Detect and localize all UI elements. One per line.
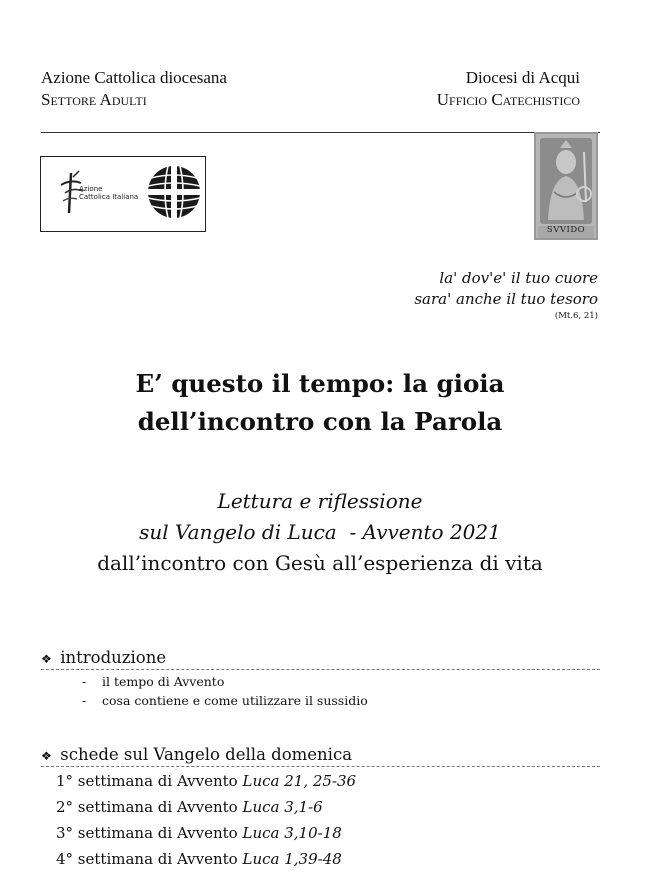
header-left — [41, 67, 227, 111]
title-line2: dell’incontro con la Parola — [137, 407, 503, 436]
section-divider — [41, 669, 600, 670]
week-row — [56, 794, 356, 820]
stone-relief-image — [534, 132, 598, 240]
page-title — [20, 365, 620, 441]
gospel-reference: Luca 3,1-6 — [242, 798, 323, 816]
title-line1: E’ questo il tempo: la gioia — [135, 369, 505, 398]
quote-line2: sara' anche il tuo tesoro — [414, 290, 598, 308]
section-schede-heading — [41, 745, 352, 766]
organization-sector: Settore Adulti — [41, 90, 147, 109]
section-divider — [41, 766, 600, 767]
section-introduzione-label: introduzione — [60, 648, 167, 667]
introduzione-list — [82, 672, 368, 710]
week-label: 3° settimana di Avvento — [56, 824, 238, 842]
header-right — [390, 67, 580, 111]
diamond-bullet-icon: ❖ — [41, 652, 52, 666]
subtitle — [20, 486, 620, 579]
organization-name: Azione Cattolica diocesana — [41, 68, 227, 87]
list-item-text: il tempo di Avvento — [102, 674, 225, 689]
section-schede-label: schede sul Vangelo della domenica — [60, 745, 353, 764]
globe-cross-icon — [145, 163, 203, 221]
plaque-inscription: SVVIDO — [546, 225, 586, 235]
week-label: 1° settimana di Avvento — [56, 772, 238, 790]
list-item: - cosa contiene e come utilizzare il sussidio — [82, 693, 368, 708]
diamond-bullet-icon: ❖ — [41, 749, 52, 763]
logo-text-line2: Cattolica Italiana — [79, 193, 139, 201]
subtitle-line3: dall’incontro con Gesù all’esperienza di vita — [97, 551, 543, 575]
week-label: 4° settimana di Avvento — [56, 850, 238, 868]
week-row — [56, 846, 356, 872]
list-item-text: cosa contiene e come utilizzare il sussidio — [102, 693, 368, 708]
section-introduzione-heading — [41, 648, 166, 669]
azione-cattolica-logo — [40, 156, 206, 232]
logo-text — [79, 185, 138, 201]
logo-text-line1: Azione — [79, 185, 103, 193]
weeks-list — [56, 768, 356, 872]
week-row — [56, 768, 356, 794]
quote-line1: la' dov'e' il tuo cuore — [439, 269, 598, 287]
subtitle-line2: sul Vangelo di Luca - Avvento 2021 — [139, 520, 501, 544]
header-divider — [41, 132, 600, 133]
week-label: 2° settimana di Avvento — [56, 798, 238, 816]
bible-quote — [330, 268, 598, 322]
office-name: Ufficio Catechistico — [436, 90, 580, 109]
gospel-reference: Luca 21, 25-36 — [242, 772, 357, 790]
week-row — [56, 820, 356, 846]
subtitle-line1: Lettura e riflessione — [217, 489, 423, 513]
quote-reference: (Mt.6, 21) — [554, 311, 598, 321]
gospel-reference: Luca 1,39-48 — [242, 850, 342, 868]
diocese-name: Diocesi di Acqui — [465, 68, 580, 87]
saint-relief-icon — [534, 132, 598, 240]
gospel-reference: Luca 3,10-18 — [242, 824, 342, 842]
list-item: - il tempo di Avvento — [82, 674, 225, 689]
